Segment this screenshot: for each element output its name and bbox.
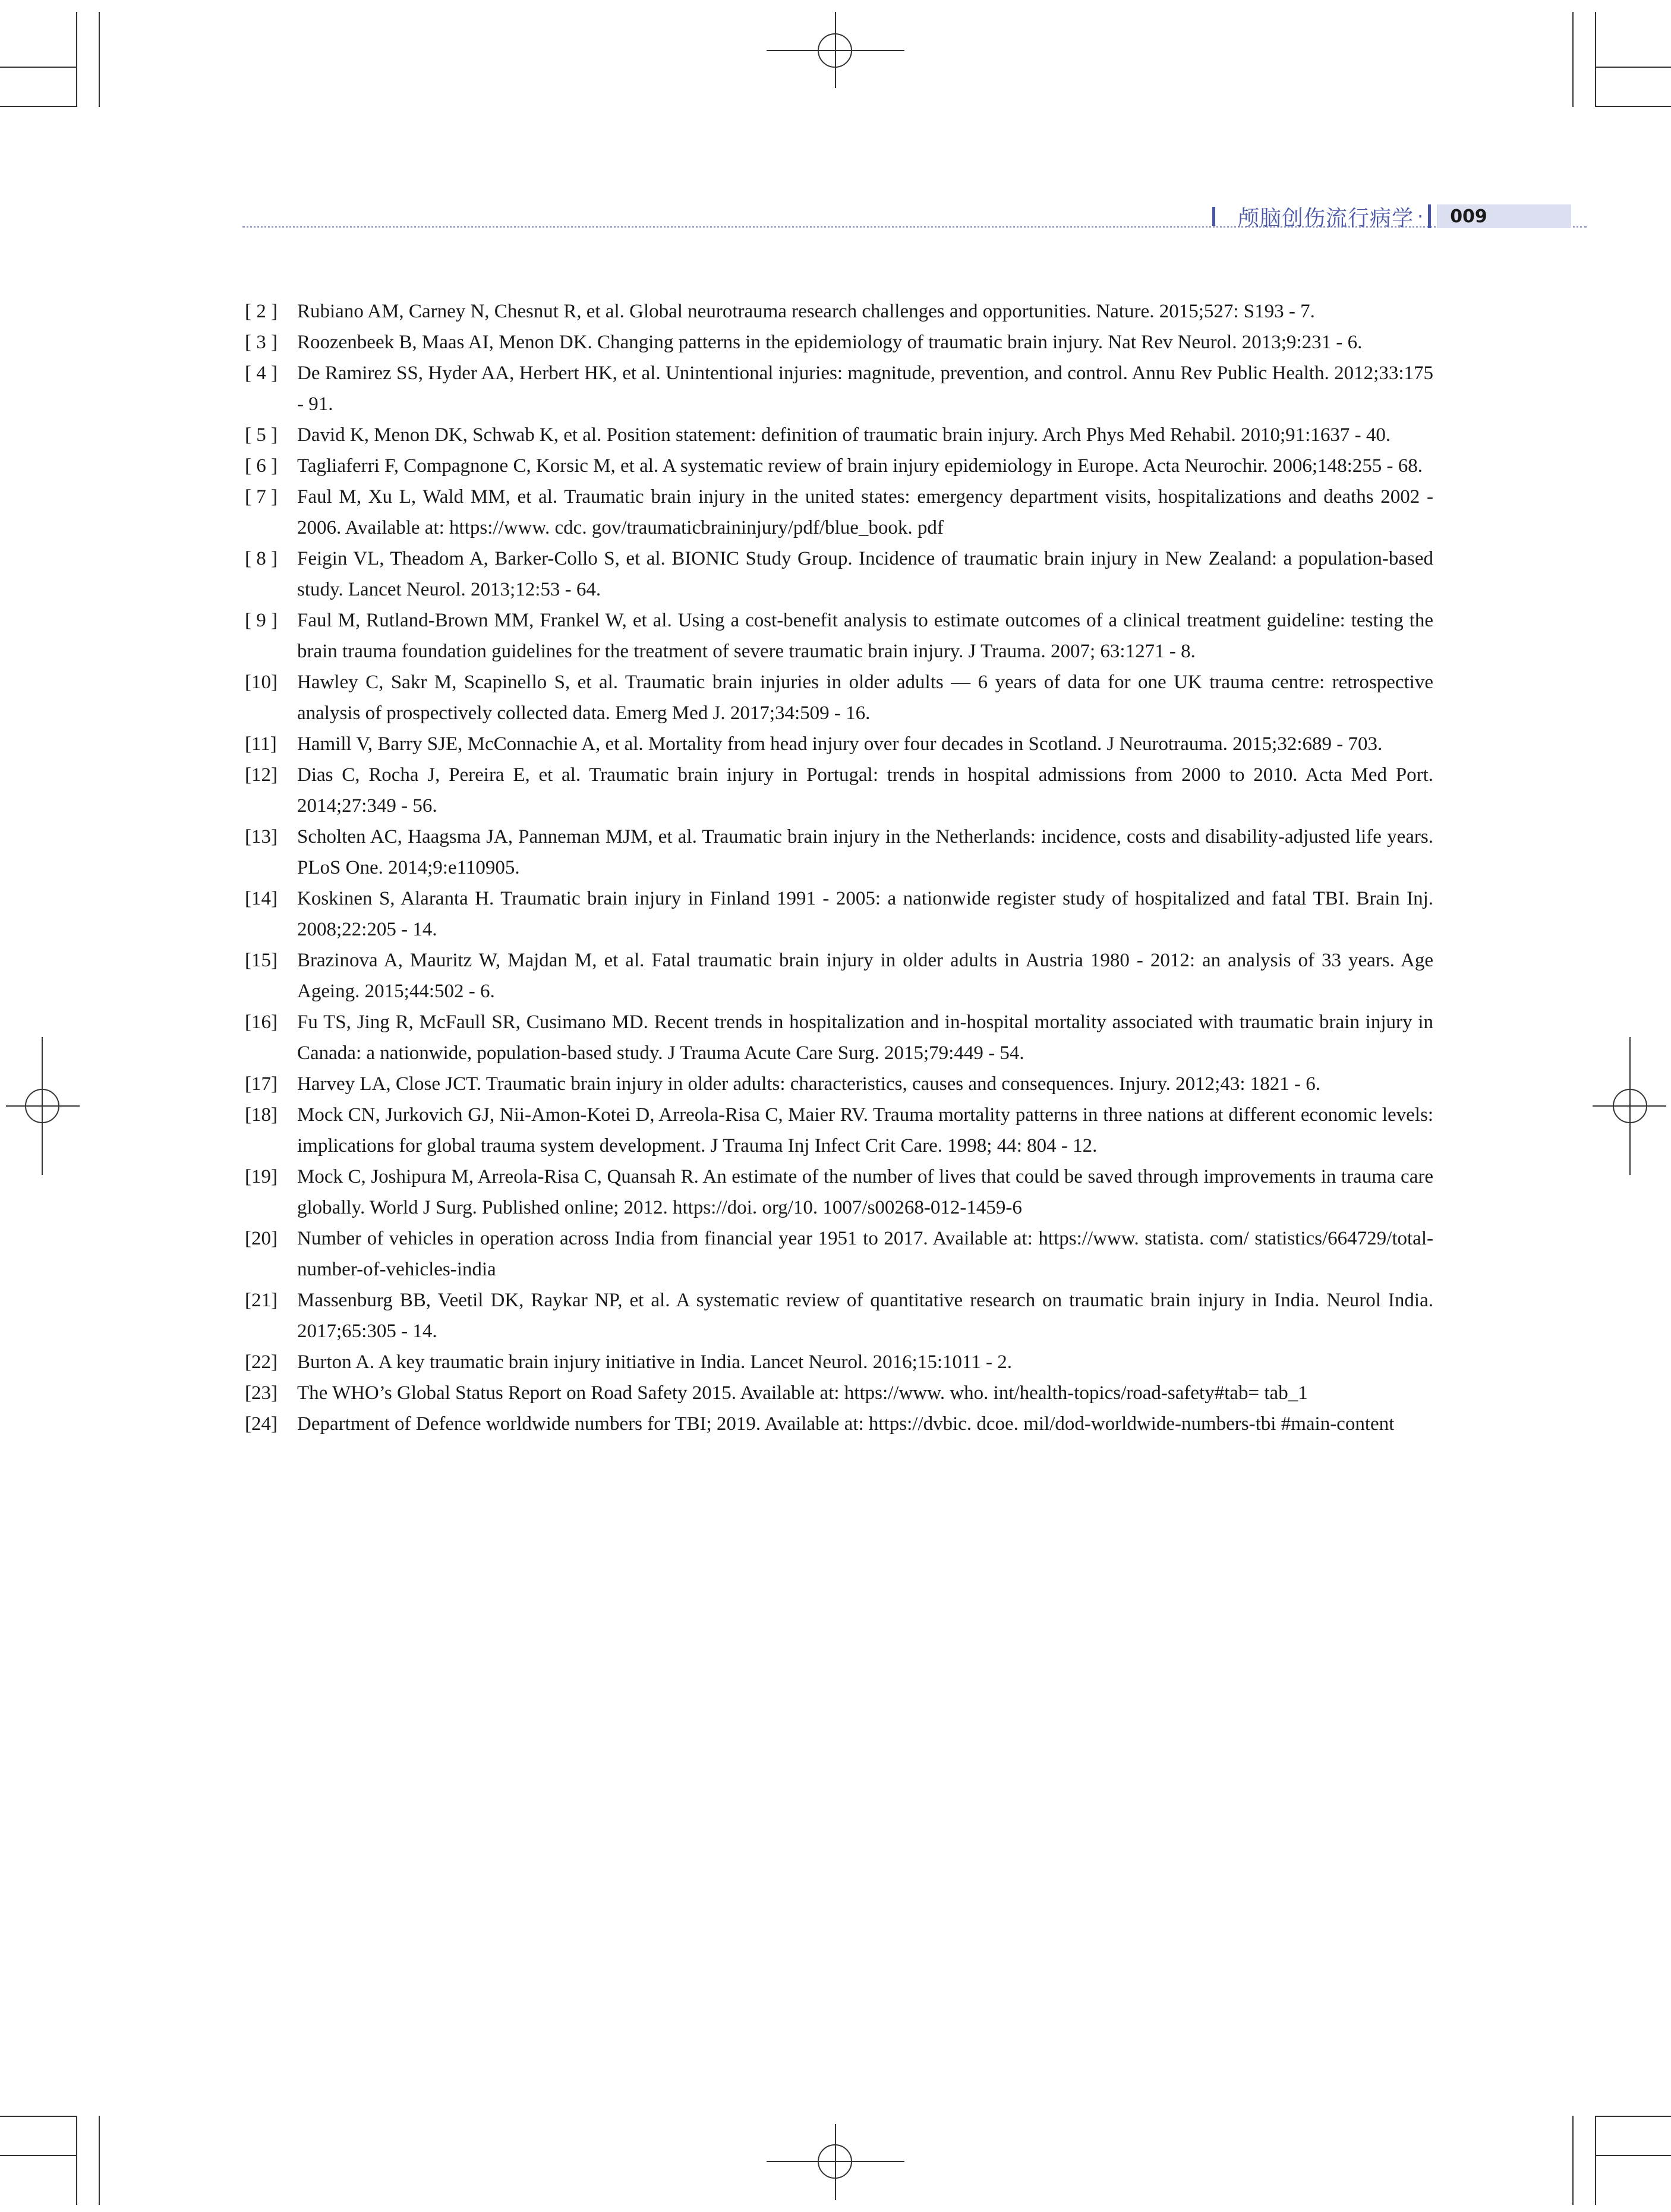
reference-item (245, 327, 1433, 358)
reference-item (245, 1285, 1433, 1347)
reference-item (245, 358, 1433, 420)
reference-item (245, 945, 1433, 1007)
reference-text: Feigin VL, Theadom A, Barker-Collo S, et al. BIONIC Study Group. Incidence of traumatic brain injury in New Zealand: a population-based study. Lancet Neurol. 2013;12:53 - 64. (297, 548, 1433, 600)
reference-number: [22] (245, 1351, 278, 1373)
reference-item (245, 883, 1433, 945)
reference-number: [ 3 ] (245, 332, 278, 353)
reference-item (245, 1007, 1433, 1069)
reference-item (245, 1378, 1433, 1409)
reference-item (245, 1347, 1433, 1378)
reference-text: Tagliaferri F, Compagnone C, Korsic M, et al. A systematic review of brain injury epidemiology in Europe. Acta Neurochir. 2006;148:255 - 68. (297, 455, 1423, 477)
reference-item (245, 1223, 1433, 1285)
reference-text: Faul M, Xu L, Wald MM, et al. Traumatic brain injury in the united states: emergency department visits, hospitalizations and deaths 2002 - 2006. Available at: https://www. cdc. gov/traumaticbraininjury/pdf/blue_book. pdf (297, 486, 1433, 538)
header-dot: · (1417, 205, 1424, 228)
reference-text: The WHO’s Global Status Report on Road Safety 2015. Available at: https://www. who. int/health-topics/road-safety#tab= tab_1 (297, 1382, 1308, 1404)
reference-item (245, 760, 1433, 821)
reference-text: Koskinen S, Alaranta H. Traumatic brain injury in Finland 1991 - 2005: a nationwide register study of hospitalized and fatal TBI. Brain Inj. 2008;22:205 - 14. (297, 888, 1433, 940)
reference-item (245, 1069, 1433, 1099)
reference-number: [14] (245, 888, 278, 909)
reference-number: [15] (245, 950, 278, 971)
reference-list (245, 296, 1433, 1439)
reference-text: Rubiano AM, Carney N, Chesnut R, et al. Global neurotrauma research challenges and opportunities. Nature. 2015;527: S193 - 7. (297, 301, 1315, 322)
reference-number: [ 9 ] (245, 610, 278, 631)
reference-text: Fu TS, Jing R, McFaull SR, Cusimano MD. Recent trends in hospitalization and in-hospital mortality associated with traumatic brain injury in Canada: a nationwide, population-based study. J Trauma Acute Care Surg. 2015;79:449 - 54. (297, 1012, 1433, 1064)
reference-item (245, 605, 1433, 667)
reference-number: [21] (245, 1290, 278, 1311)
reference-text: Hawley C, Sakr M, Scapinello S, et al. Traumatic brain injuries in older adults — 6 years of data for one UK trauma centre: retrospective analysis of prospectively collected data. Emerg Med J. 2017;34:509 - 16. (297, 672, 1433, 724)
reference-item (245, 450, 1433, 481)
reference-text: Hamill V, Barry SJE, McConnachie A, et al. Mortality from head injury over four decades in Scotland. J Neurotrauma. 2015;32:689 - 703. (297, 733, 1383, 755)
running-header (1212, 203, 1571, 229)
reference-item (245, 296, 1433, 327)
reference-number: [20] (245, 1228, 278, 1249)
reference-item (245, 481, 1433, 543)
reference-text: Roozenbeek B, Maas AI, Menon DK. Changing patterns in the epidemiology of traumatic brain injury. Nat Rev Neurol. 2013;9:231 - 6. (297, 332, 1363, 353)
reference-text: Burton A. A key traumatic brain injury initiative in India. Lancet Neurol. 2016;15:1011 - 2. (297, 1351, 1013, 1373)
reference-text: Dias C, Rocha J, Pereira E, et al. Traumatic brain injury in Portugal: trends in hospital admissions from 2000 to 2010. Acta Med Port. 2014;27:349 - 56. (297, 764, 1433, 817)
header-accent-bar (1212, 207, 1215, 226)
reference-number: [11] (245, 733, 277, 755)
reference-text: Mock C, Joshipura M, Arreola-Risa C, Quansah R. An estimate of the number of lives that could be saved through improvements in trauma care globally. World J Surg. Published online; 2012. https://doi. org/10. 1007/s00268-012-1459-6 (297, 1166, 1433, 1218)
reference-text: Faul M, Rutland-Brown MM, Frankel W, et al. Using a cost-benefit analysis to estimate outcomes of a clinical treatment guideline: testing the brain trauma foundation guidelines for the treatment of severe traumatic brain injury. J Trauma. 2007; 63:1271 - 8. (297, 610, 1433, 662)
reference-number: [ 7 ] (245, 486, 278, 508)
reference-number: [ 8 ] (245, 548, 278, 569)
reference-number: [ 2 ] (245, 301, 278, 322)
reference-number: [17] (245, 1073, 278, 1095)
reference-item (245, 1409, 1433, 1439)
header-divider-bar (1428, 204, 1431, 228)
reference-item (245, 543, 1433, 605)
reference-text: De Ramirez SS, Hyder AA, Herbert HK, et al. Unintentional injuries: magnitude, prevention, and control. Annu Rev Public Health. 2012;33:175 - 91. (297, 363, 1433, 415)
reference-item (245, 667, 1433, 729)
reference-item (245, 1161, 1433, 1223)
reference-number: [10] (245, 672, 278, 693)
reference-number: [ 5 ] (245, 424, 278, 446)
reference-number: [18] (245, 1104, 278, 1126)
reference-text: Number of vehicles in operation across India from financial year 1951 to 2017. Available at: https://www. statista. com/ statistics/664729/total-number-of-vehicles-india (297, 1228, 1433, 1280)
reference-text: Mock CN, Jurkovich GJ, Nii-Amon-Kotei D, Arreola-Risa C, Maier RV. Trauma mortality patterns in three nations at different economic levels: implications for global trauma system development. J Trauma Inj Infect Crit Care. 1998; 44: 804 - 12. (297, 1104, 1433, 1157)
reference-text: Harvey LA, Close JCT. Traumatic brain injury in older adults: characteristics, causes and consequences. Injury. 2012;43: 1821 - 6. (297, 1073, 1321, 1095)
reference-item (245, 1099, 1433, 1161)
reference-item (245, 821, 1433, 883)
reference-number: [23] (245, 1382, 278, 1404)
chapter-title: 颅脑创伤流行病学 (1238, 206, 1414, 231)
reference-number: [19] (245, 1166, 278, 1187)
reference-number: [16] (245, 1012, 278, 1033)
reference-number: [12] (245, 764, 278, 786)
reference-text: Brazinova A, Mauritz W, Majdan M, et al. Fatal traumatic brain injury in older adults in Austria 1980 - 2012: an analysis of 33 years. Age Ageing. 2015;44:502 - 6. (297, 950, 1433, 1002)
reference-text: Scholten AC, Haagsma JA, Panneman MJM, et al. Traumatic brain injury in the Netherlands: incidence, costs and disability-adjusted life years. PLoS One. 2014;9:e110905. (297, 826, 1433, 878)
reference-text: David K, Menon DK, Schwab K, et al. Position statement: definition of traumatic brain injury. Arch Phys Med Rehabil. 2010;91:1637 - 40. (297, 424, 1391, 446)
reference-number: [ 4 ] (245, 363, 278, 384)
reference-number: [13] (245, 826, 278, 847)
reference-text: Massenburg BB, Veetil DK, Raykar NP, et al. A systematic review of quantitative research on traumatic brain injury in India. Neurol India. 2017;65:305 - 14. (297, 1290, 1433, 1342)
reference-text: Department of Defence worldwide numbers for TBI; 2019. Available at: https://dvbic. dcoe. mil/dod-worldwide-numbers-tbi #main-content (297, 1413, 1395, 1435)
reference-item (245, 420, 1433, 450)
reference-number: [24] (245, 1413, 278, 1435)
page-number: 009 (1437, 204, 1571, 228)
reference-item (245, 729, 1433, 760)
reference-number: [ 6 ] (245, 455, 278, 477)
